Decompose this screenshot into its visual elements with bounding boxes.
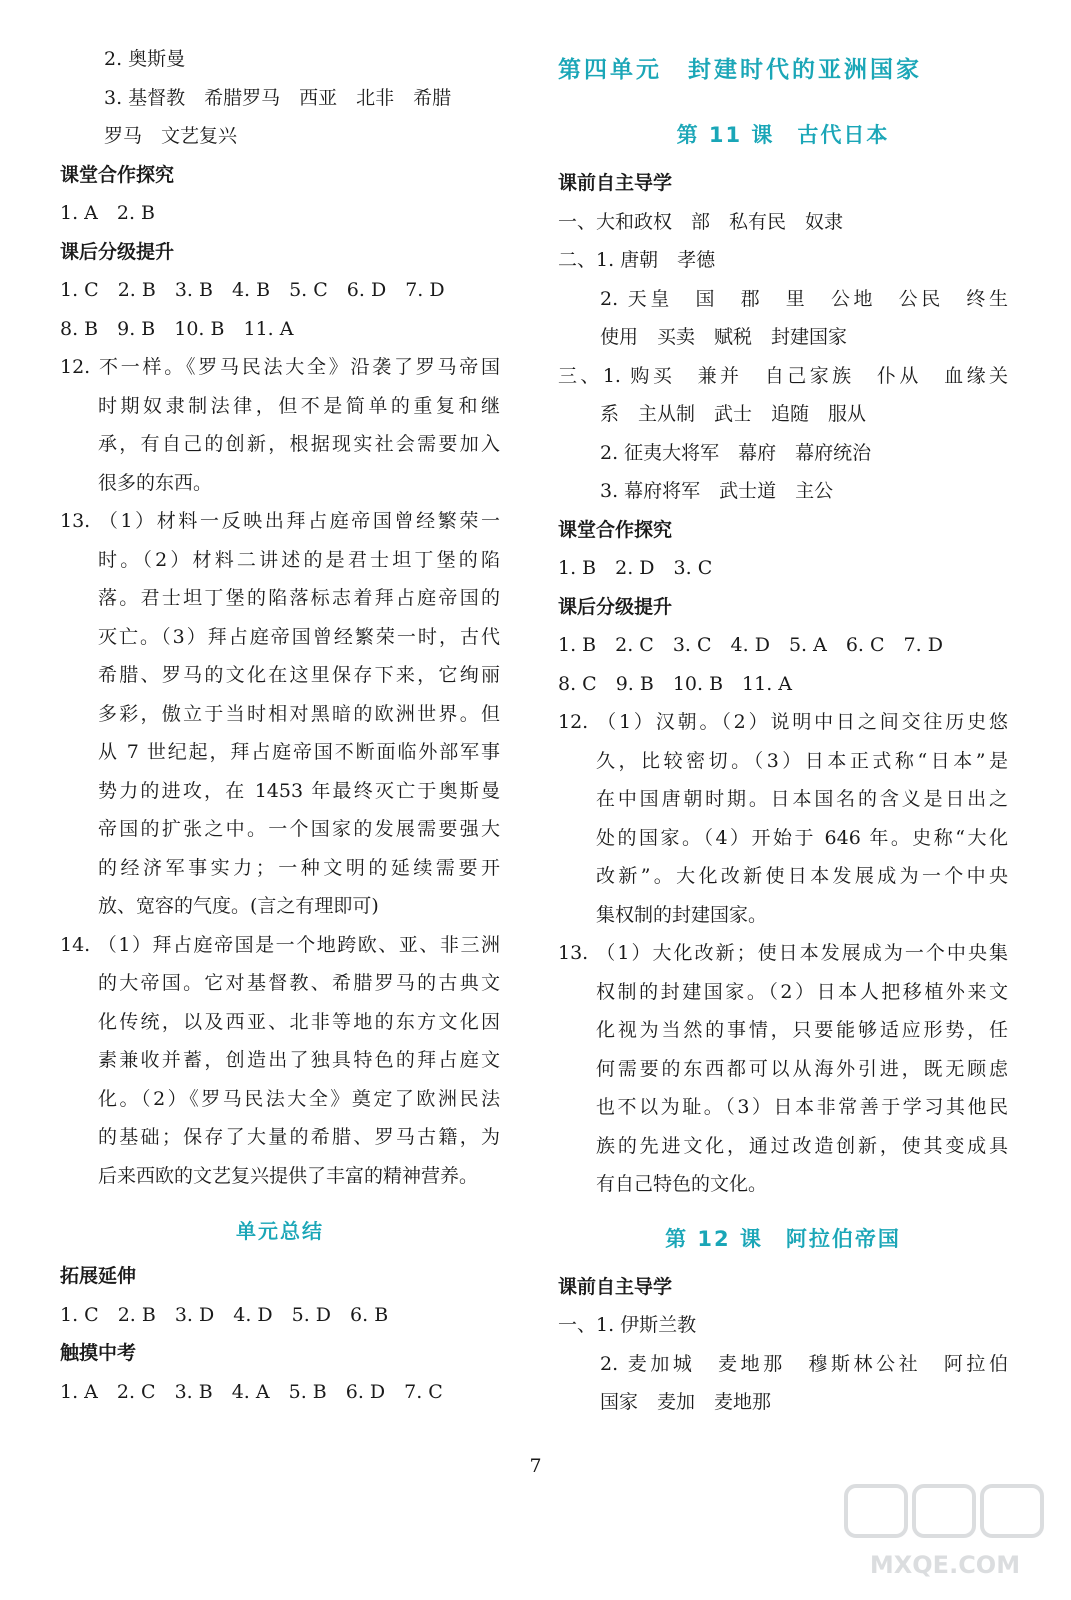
watermark-text: MXQE.COM bbox=[869, 1551, 1021, 1579]
text-line: 使用 买卖 赋税 封建国家 bbox=[600, 326, 848, 348]
section-heading: 课堂合作探究 bbox=[558, 518, 673, 541]
left-column bbox=[60, 40, 500, 1411]
text-line: 势力的进攻，在 1453 年最终灭亡于奥斯曼 bbox=[98, 779, 500, 802]
text-line: 多彩，傲立于当时相对黑暗的欧洲世界。但 bbox=[98, 702, 500, 725]
text-line: 三、1. 购买 兼并 自己家族 仆从 血缘关 bbox=[558, 364, 1008, 387]
section-heading: 触摸中考 bbox=[60, 1342, 137, 1364]
text-line: 1. A 2. C 3. B 4. A 5. B 6. D 7. C bbox=[60, 1380, 443, 1403]
text-line: 12. 不一样。《罗马民法大全》沿袭了罗马帝国 bbox=[60, 356, 500, 378]
text-line: 3. 基督教 希腊罗马 西亚 北非 希腊 bbox=[104, 86, 452, 109]
watermark-logo bbox=[838, 1478, 1053, 1588]
text-line: 8. C 9. B 10. B 11. A bbox=[558, 672, 793, 695]
text-line: 2. 征夷大将军 幕府 幕府统治 bbox=[600, 441, 872, 464]
text-line: 14. （1）拜占庭帝国是一个地跨欧、亚、非三洲 bbox=[60, 933, 500, 956]
text-line: 灭亡。（3）拜占庭帝国曾经繁荣一时，古代 bbox=[98, 625, 500, 648]
right-column bbox=[558, 40, 1008, 1422]
text-line: 2. 天皇 国 郡 里 公地 公民 终生 bbox=[600, 287, 1008, 310]
text-line: 很多的东西。 bbox=[98, 471, 213, 494]
text-line: 族的先进文化，通过改造创新，使其变成具 bbox=[596, 1134, 1008, 1157]
summary-title: 单元总结 bbox=[236, 1219, 324, 1243]
text-line: 1. C 2. B 3. B 4. B 5. C 6. D 7. D bbox=[60, 279, 445, 301]
lesson-title: 第 11 课 古代日本 bbox=[676, 123, 890, 147]
text-line: 8. B 9. B 10. B 11. A bbox=[60, 317, 294, 340]
text-line: 久，比较密切。（3）日本正式称“日本”是 bbox=[596, 749, 1008, 772]
text-line: 化传统，以及西亚、北非等地的东方文化因 bbox=[98, 1010, 500, 1033]
text-line: 一、大和政权 部 私有民 奴隶 bbox=[558, 210, 844, 233]
text-line: 1. B 2. D 3. C bbox=[558, 557, 713, 579]
text-line: 一、1. 伊斯兰教 bbox=[558, 1314, 697, 1336]
text-line: 12. （1）汉朝。（2）说明中日之间交往历史悠 bbox=[558, 711, 1008, 733]
text-line: 的经济军事实力；一种文明的延续需要开 bbox=[98, 856, 500, 879]
text-line: 帝国的扩张之中。一个国家的发展需要强大 bbox=[98, 818, 500, 840]
text-line: 集权制的封建国家。 bbox=[596, 903, 768, 926]
section-heading: 课后分级提升 bbox=[558, 595, 673, 618]
text-line: 承，有自己的创新，根据现实社会需要加入 bbox=[98, 433, 500, 455]
section-heading: 拓展延伸 bbox=[60, 1265, 137, 1287]
text-line: 13. （1）大化改新；使日本发展成为一个中央集 bbox=[558, 942, 1008, 964]
lesson-title: 第 12 课 阿拉伯帝国 bbox=[665, 1226, 901, 1251]
text-line: 1. B 2. C 3. C 4. D 5. A 6. C 7. D bbox=[558, 634, 943, 656]
text-line: 后来西欧的文艺复兴提供了丰富的精神营养。 bbox=[98, 1164, 479, 1187]
text-line: 的大帝国。它对基督教、希腊罗马的古典文 bbox=[98, 972, 500, 994]
text-line: 国家 麦加 麦地那 bbox=[600, 1391, 772, 1413]
text-line: 系 主从制 武士 追随 服从 bbox=[600, 403, 867, 425]
text-line: 时期奴隶制法律，但不是简单的重复和继 bbox=[98, 394, 500, 417]
section-heading: 课前自主导学 bbox=[558, 172, 673, 194]
text-line: 罗马 文艺复兴 bbox=[104, 125, 238, 147]
text-line: 化视为当然的事情，只要能够适应形势，任 bbox=[596, 1019, 1008, 1041]
text-line: 1. A 2. B bbox=[60, 202, 156, 224]
text-line: 的基础；保存了大量的希腊、罗马古籍，为 bbox=[98, 1126, 500, 1148]
page-number: 7 bbox=[529, 1455, 542, 1477]
text-line: 3. 幕府将军 武士道 主公 bbox=[600, 480, 834, 502]
text-line: 二、1. 唐朝 孝德 bbox=[558, 249, 716, 271]
text-line: 13. （1）材料一反映出拜占庭帝国曾经繁荣一 bbox=[60, 510, 500, 532]
text-line: 权制的封建国家。（2）日本人把移植外来文 bbox=[596, 980, 1008, 1003]
text-line: 改新”。大化改新使日本发展成为一个中央 bbox=[596, 865, 1008, 887]
text-line: 化。（2）《罗马民法大全》奠定了欧洲民法 bbox=[98, 1087, 500, 1110]
text-line: 希腊、罗马的文化在这里保存下来，它绚丽 bbox=[98, 664, 500, 686]
text-line: 从 7 世纪起，拜占庭帝国不断面临外部军事 bbox=[98, 741, 500, 763]
text-line: 也不以为耻。（3）日本非常善于学习其他民 bbox=[596, 1096, 1008, 1118]
text-line: 处的国家。（4）开始于 646 年。史称“大化 bbox=[596, 826, 1008, 849]
text-line: 2. 奥斯曼 bbox=[104, 48, 186, 70]
section-heading: 课前自主导学 bbox=[558, 1275, 673, 1298]
text-line: 素兼收并蓄，创造出了独具特色的拜占庭文 bbox=[98, 1049, 500, 1071]
text-line: 落。君士坦丁堡的陷落标志着拜占庭帝国的 bbox=[98, 587, 500, 609]
text-line: 时。（2）材料二讲述的是君士坦丁堡的陷 bbox=[98, 548, 500, 571]
section-heading: 课后分级提升 bbox=[60, 240, 175, 263]
section-heading: 课堂合作探究 bbox=[60, 163, 175, 186]
text-line: 有自己特色的文化。 bbox=[596, 1173, 768, 1195]
text-line: 何需要的东西都可以从海外引进，既无顾虑 bbox=[596, 1057, 1008, 1080]
text-line: 在中国唐朝时期。日本国名的含义是日出之 bbox=[596, 788, 1008, 810]
text-line: 1. C 2. B 3. D 4. D 5. D 6. B bbox=[60, 1303, 389, 1326]
text-line: 2. 麦加城 麦地那 穆斯林公社 阿拉伯 bbox=[600, 1352, 1008, 1375]
text-line: 放、宽容的气度。(言之有理即可) bbox=[98, 895, 379, 917]
unit-title: 第四单元 封建时代的亚洲国家 bbox=[558, 57, 922, 83]
